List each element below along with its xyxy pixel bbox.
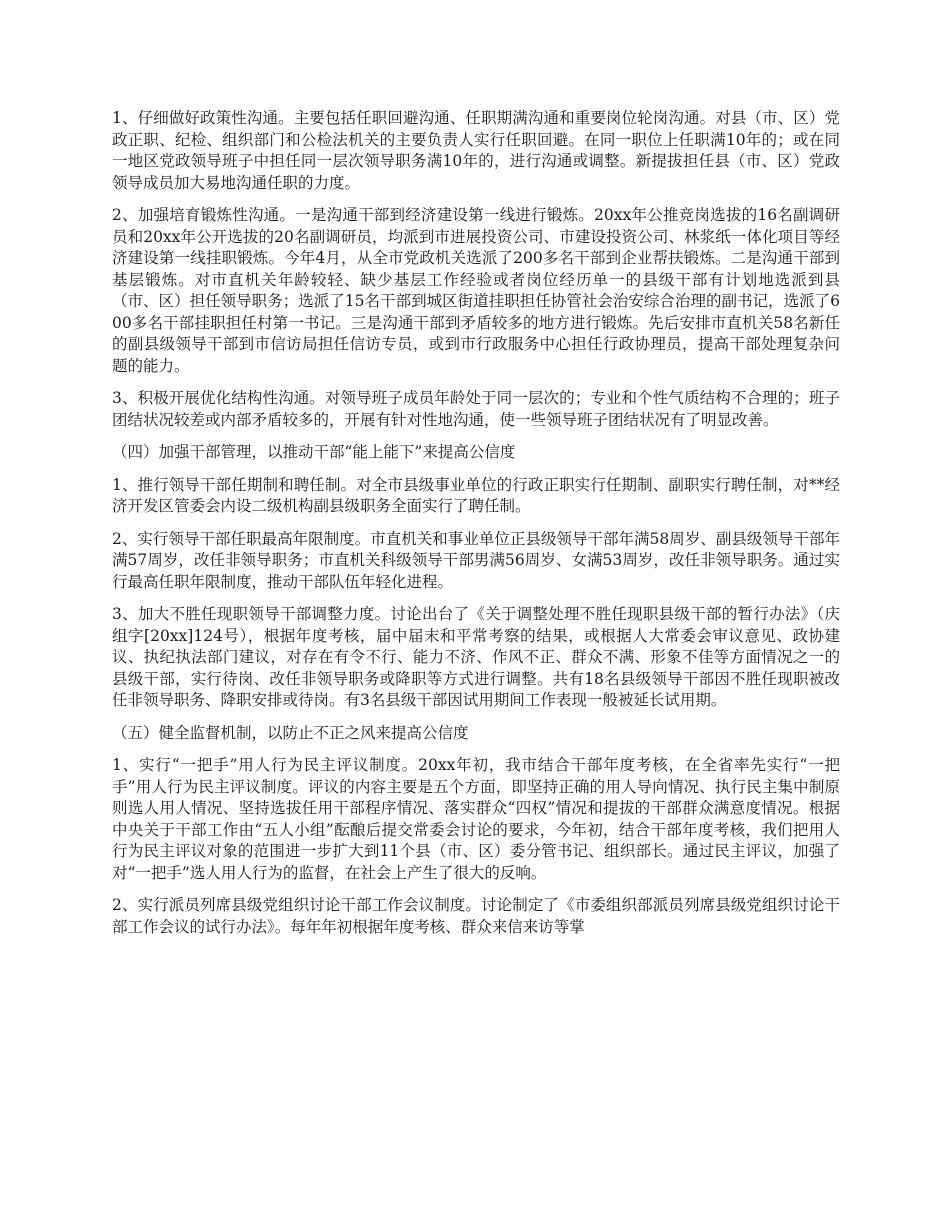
paragraph-age-limit: 2、实行领导干部任职最高年限制度。市直机关和事业单位正县级领导干部年满58周岁、副县级领导干部年满57周岁，改任非领导职务；市直机关科级领导干部男满56周岁、女满53周岁，改任非领导职务。通过实行最高任职年限制度，推动干部队伍年轻化进程。 [112, 529, 840, 591]
paragraph-structure-communication: 3、积极开展优化结构性沟通。对领导班子成员年龄处于同一层次的；专业和个性气质结构不合理的；班子团结状况较差或内部矛盾较多的，开展有针对性地沟通，使一些领导班子团结状况有了明显改善。 [112, 389, 840, 429]
section-heading-4: （四）加强干部管理，以推动干部“能上能下”来提高公信度 [112, 443, 516, 461]
paragraph-training-communication: 2、加强培育锻炼性沟通。一是沟通干部到经济建设第一线进行锻炼。20xx年公推竞岗选拔的16名副调研员和20xx年公开选拔的20名副调研员，均派到市进展投资公司、市建设投资公司、林浆纸一体化项目等经济建设第一线挂职锻炼。今年4月，从全市党政机关选派了200多名干部到企业帮扶锻炼。二是沟通干部到基层锻炼。对市直机关年龄较轻、缺少基层工作经验或者岗位经历单一的县级干部有计划地选派到县（市、区）担任领导职务；选派了15名干部到城区街道挂职担任协管社会治安综合治理的副书记，选派了600多名干部挂职担任村第一书记。三是沟通干部到矛盾较多的地方进行锻炼。先后安排市直机关58名新任的副县级领导干部到市信访局担任信访专员，或到市行政服务中心担任行政协理员，提高干部处理复杂问题的能力。 [112, 206, 840, 375]
document-page [112, 108, 840, 949]
paragraph-attendance-system: 2、实行派员列席县级党组织讨论干部工作会议制度。讨论制定了《市委组织部派员列席县级党组织讨论干部工作会议的试行办法》。每年年初根据年度考核、群众来信来访等掌 [112, 896, 840, 936]
paragraph-adjustment: 3、加大不胜任现职领导干部调整力度。讨论出台了《关于调整处理不胜任现职县级干部的暂行办法》（庆组字[20xx]124号），根据年度考核，届中届末和平常考察的结果，或根据人大常委会审议意见、政协建议、执纪执法部门建议，对存在有令不行、能力不济、作风不正、群众不满、形象不佳等方面情况之一的县级干部，实行待岗、改任非领导职务或降职等方式进行调整。共有18名县级领导干部因不胜任现职被改任非领导职务、降职安排或待岗。有3名县级干部因试用期间工作表现一般被延长试用期。 [112, 605, 840, 709]
paragraph-democratic-review: 1、实行“一把手”用人行为民主评议制度。20xx年初，我市结合干部年度考核，在全省率先实行“一把手”用人行为民主评议制度。评议的内容主要是五个方面，即坚持正确的用人导向情况、执行民主集中制原则选人用人情况、坚持选拔任用干部程序情况、落实群众“四权”情况和提拔的干部群众满意度情况。根据中央关于干部工作由“五人小组”酝酿后提交常委会讨论的要求，今年初，结合干部年度考核，我们把用人行为民主评议对象的范围进一步扩大到11个县（市、区）委分管书记、组织部长。通过民主评议，加强了对“一把手”选人用人行为的监督，在社会上产生了很大的反响。 [112, 756, 840, 882]
paragraph-policy-communication: 1、仔细做好政策性沟通。主要包括任职回避沟通、任职期满沟通和重要岗位轮岗沟通。对县（市、区）党政正职、纪检、组织部门和公检法机关的主要负责人实行任职回避。在同一职位上任职满10年的；或在同一地区党政领导班子中担任同一层次领导职务满10年的，进行沟通或调整。新提拔担任县（市、区）党政领导成员加大易地沟通任职的力度。 [112, 109, 840, 192]
section-heading-5: （五）健全监督机制，以防止不正之风来提高公信度 [112, 723, 469, 742]
paragraph-term-system: 1、推行领导干部任期制和聘任制。对全市县级事业单位的行政正职实行任期制、副职实行聘任制，对**经济开发区管委会内设二级机构副县级职务全面实行了聘任制。 [112, 475, 840, 515]
